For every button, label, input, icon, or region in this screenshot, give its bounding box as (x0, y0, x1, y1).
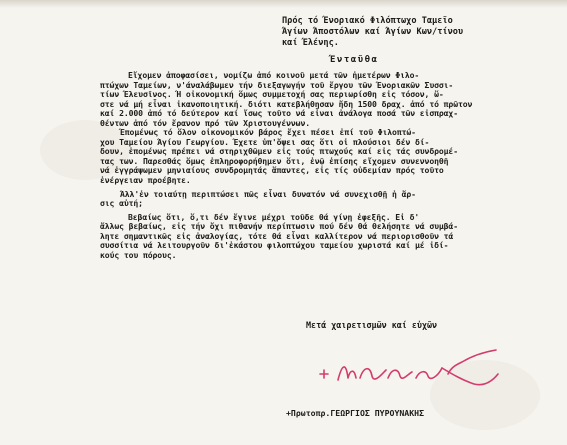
letter-body (100, 70, 560, 260)
body-line: Βεβαίως ὅτι, ὅ,τι δέν ἔγινε μέχρι τοῦδε θά γίνῃ ἐφεξῆς. Εἰ δ' (128, 211, 420, 222)
body-line: τίων Έλευσῖνος. Ή οἰκονομική ὅμως συμμετοχή σας περιωρίσθη εἰς τόσον, ὥ- (100, 89, 444, 100)
body-line: κούς του πόρους. (100, 249, 177, 260)
closing-formula: Μετά χαιρετισμῶν καί εὐχῶν (306, 320, 438, 330)
body-line: χου Ταμείου Άγίου Γεωργίου. Έχετε ὑπ'ὄψει σας ὅτι οἱ πλούσιοι δέν δί- (100, 136, 430, 147)
body-line: δουν, ἑπομένως πρέπει νά στηριχθῶμεν εἰς τούς πτωχούς καί εἰς τάς συνδρομέ- (100, 146, 458, 157)
body-line: ἐνέργειαν προέβητε. (100, 175, 191, 186)
body-line: καί 2.000 ἀπό τό δεύτερον καί ἴσως τοῦτο νά εἶναι ἀνάλογα ποσά τῶν εἰσπραχ- (100, 108, 458, 119)
salutation: Ένταῦθα (330, 55, 379, 65)
body-line: συσσίτια νά λειτουργοῦν δι'ἑκάστου φιλοπτώχου ταμείου χωριστά καί μέ ἰδί- (100, 240, 449, 251)
recipient-line: καί Έλένης. (282, 38, 339, 48)
paper-edge (0, 0, 567, 8)
body-line: τας των. Παρεσθάς ὅμως ἐπληροφορήθημεν ὅτι, ἐνῷ ἐπίσης εἴχομεν συνεννοηθῆ (100, 155, 449, 166)
body-line: Εἴχομεν ἀποφασίσει, νομίζω ἀπό κοινοῦ μετά τῶν ἡμετέρων Φιλο- (128, 70, 420, 80)
body-line: ἄλλως βεβαίως, εἰς τήν ὄχι πιθανήν περίπτωσιν πού δέν θά θελήσητε νά συμβά- (100, 221, 458, 232)
recipient-address (282, 16, 552, 49)
body-line: πτώχων Ταμείων, ν'άναλάβωμεν τήν διεξαγωγήν τοῦ ἔργου τῶν Ένοριακῶν Συσσι- (100, 79, 454, 90)
recipient-line: Άγίων Άποστόλων καί Άγίων Κων/τίνου (282, 27, 464, 37)
body-line: θέντων ἀπό τόν ἔρανον πρό τῶν Χριστουγέννων. (100, 117, 311, 128)
body-line: Έπομένως τό ὅλον οἰκονομικόν βάρος ἔχει πέσει ἐπί τοῦ Φιλοπτώ- (120, 127, 416, 138)
body-line: Άλλ'ἐν τοιαύτῃ περιπτώσει πῶς εἶναι δυνατόν νά συνεχισθῇ ἡ ἄρ- (120, 188, 416, 199)
body-line: λητε σημαντικῶς εἰς ἀναλογίας, τότε θά εἶναι καλλίτερον νά περιορισθοῦν τά (100, 230, 454, 241)
handwritten-signature (312, 344, 512, 394)
body-line: στε νά μή εἶναι ἱκανοποιητική. διότι κατεβλήθησαν ἤδη 1500 δραχ. ἀπό τό πρῶτον (100, 98, 473, 109)
recipient-line: Πρός τό Ένοριακό Φιλόπτωχο Ταμεῖο (282, 16, 453, 26)
body-line: σις αὐτή; (100, 198, 143, 209)
signer-name: +Πρωτοπρ.ΓΕΩΡΓΙΟΣ ΠΥΡΟΥΝΑΚΗΣ (286, 408, 425, 418)
body-line: νά ἐγγράψωμεν μηνιαίους συνδρομητάς ἅπαντες, εἰς τίς οὐδεμίαν πρός τοῦτο (100, 165, 444, 176)
